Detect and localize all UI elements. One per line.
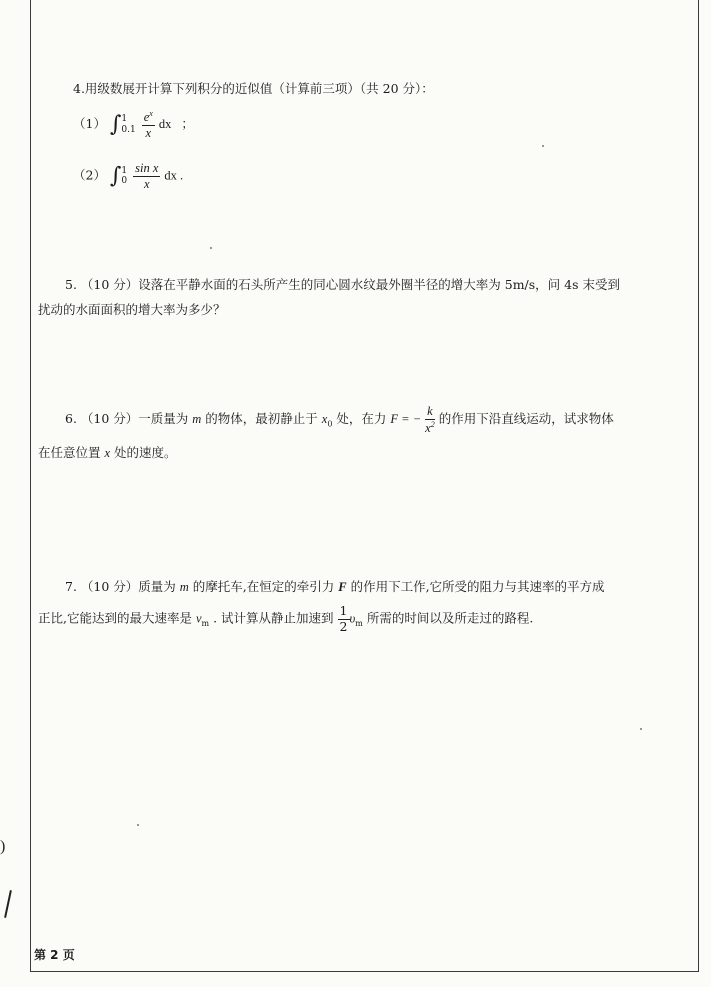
q7-line-1: 7. （10 分）质量为 m 的摩托车,在恒定的牵引力 F 的作用下工作,它所受的阻力与其速率的平方成 [65,579,605,594]
q4-p1-fraction: $\frac{e^x}{x}$ [143,109,153,140]
scan-speck [640,728,642,730]
q4-title: 4.用级数展开计算下列积分的近似值（计算前三项）（共 20 分）： [73,81,434,96]
scan-speck [542,145,544,147]
q6-force-fraction: $\frac{k}{x^2}$ [425,404,435,435]
margin-scribble-stroke [4,890,12,918]
q6-line-2: 在任意位置 x 处的速度。 [38,445,177,460]
scan-speck [210,247,212,249]
q6-line-1: 6. （10 分）一质量为 m 的物体，最初静止于 $x_0$ 处，在力 F = − $\frac{k}{x^2}$ 的作用下沿直线运动，试求物体 [65,404,614,435]
q4-p2-fraction: $\frac{\text{sin x}}{x}$ [135,161,159,191]
page-number: 第 2 页 [34,948,75,962]
q5-line-1: 5. （10 分）设落在平静水面的石头所产生的同心圆水纹最外圈半径的增大率为 5m/s，问 4s 末受到 [65,277,621,292]
q4-part1: （1） ∫1 0.1 $\frac{e^x}{x}$ dx ； [73,109,194,140]
q4-part2: （2） ∫1 0 $\frac{\text{sin x}}{x}$ dx . [73,161,184,191]
margin-scribble: ) [0,838,6,855]
scan-speck [137,824,139,826]
q5-line-2: 扰动的水面面积的增大率为多少？ [38,302,226,317]
page-frame [30,0,699,972]
q7-half-fraction: $\frac{1}{2}$ [339,603,348,634]
q7-line-2: 正比,它能达到的最大速率是 $v_m$ . 试计算从静止加速到 $\frac{1}{2}$ $\upsilon_m$ 所需的时间以及所走过的路程. [38,603,534,634]
